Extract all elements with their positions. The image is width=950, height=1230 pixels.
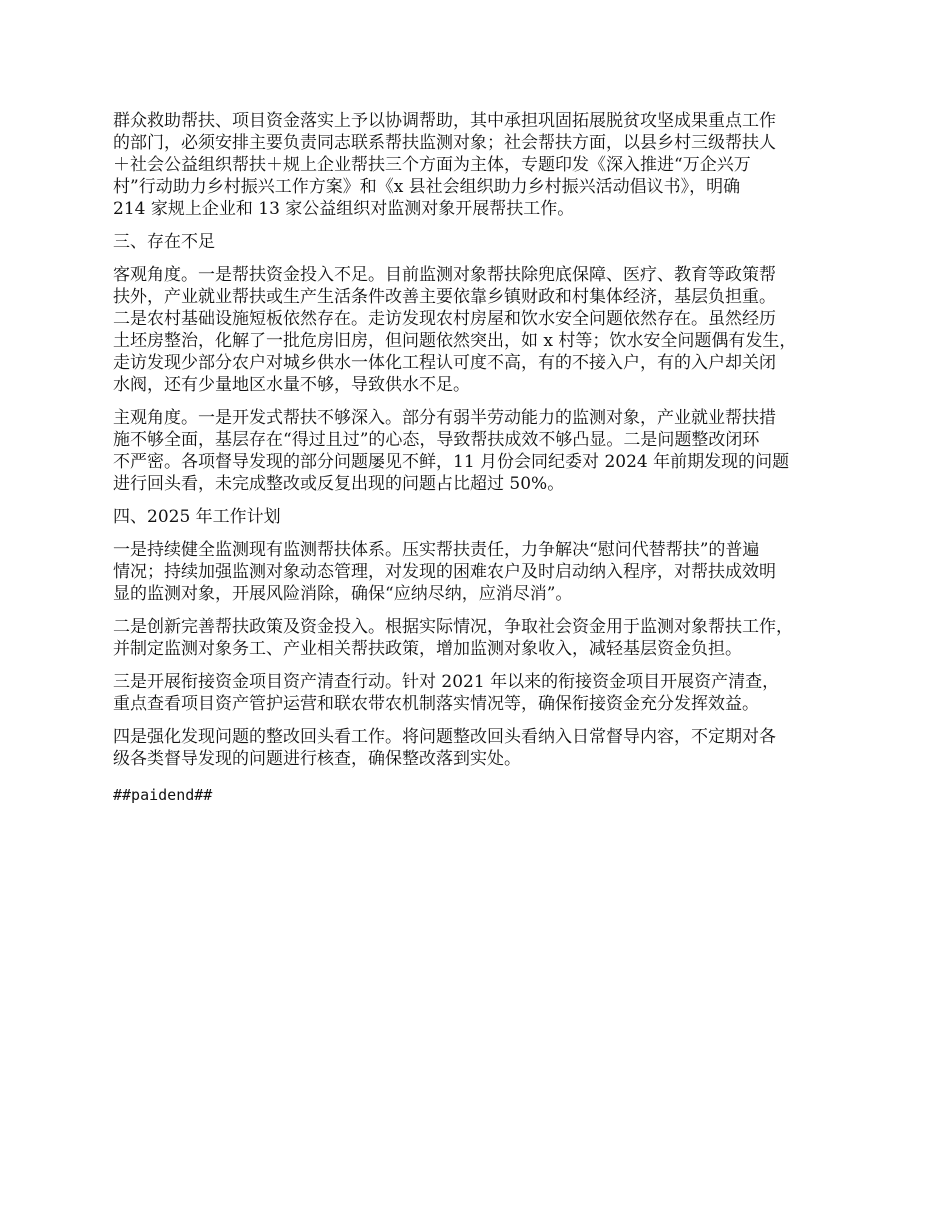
end-marker: ##paidend## xyxy=(113,786,213,804)
paragraph-plan-item-1: 一是持续健全监测现有监测帮扶体系。压实帮扶责任，力争解决“慰问代替帮扶”的普遍 情况；持续加强监测对象动态管理，对发现的困难农户及时启动纳入程序，对帮扶成效明 显的监测对象，开展风险消除，确保“应纳尽纳，应消尽消”。 xyxy=(113,540,776,604)
document-page xyxy=(113,110,858,806)
paragraph-objective-issues: 客观角度。一是帮扶资金投入不足。目前监测对象帮扶除兜底保障、医疗、教育等政策帮 扶外，产业就业帮扶或生产生活条件改善主要依靠乡镇财政和村集体经济，基层负担重。 二是农村基础设施短板依然存在。走访发现农村房屋和饮水安全问题依然存在。虽然经历 土坯房整治，化解了一批危房旧房，但问题依然突出，如 x 村等；饮水安全问题偶有发生， 走访发现少部分农户对城乡供水一体化工程认可度不高，有的不接入户，有的入户却关闭 水阀，还有少量地区水量不够，导致供水不足。 xyxy=(113,265,797,395)
paragraph-plan-item-4: 四是强化发现问题的整改回头看工作。将问题整改回头看纳入日常督导内容，不定期对各 级各类督导发现的问题进行核查，确保整改落到实处。 xyxy=(113,727,776,769)
paragraph-plan-item-2: 二是创新完善帮扶政策及资金投入。根据实际情况，争取社会资金用于监测对象帮扶工作， 并制定监测对象务工、产业相关帮扶政策，增加监测对象收入，减轻基层资金负担。 xyxy=(113,617,793,659)
paragraph-support-measures: 群众救助帮扶、项目资金落实上予以协调帮助，其中承担巩固拓展脱贫攻坚成果重点工作 的部门，必须安排主要负责同志联系帮扶监测对象；社会帮扶方面，以县乡村三级帮扶人 ＋社会公益组织帮扶＋规上企业帮扶三个方面为主体，专题印发《深入推进“万企兴万 村”行动助力乡村振兴工作方案》和《x 县社会组织助力乡村振兴活动倡议书》，明确 214 家规上企业和 13 家公益组织对监测对象开展帮扶工作。 xyxy=(113,111,776,219)
section-heading-shortcomings: 三、存在不足 xyxy=(113,232,215,252)
paragraph-subjective-issues: 主观角度。一是开发式帮扶不够深入。部分有弱半劳动能力的监测对象，产业就业帮扶措 施不够全面，基层存在“得过且过”的心态，导致帮扶成效不够凸显。二是问题整改闭环 不严密。各项督导发现的部分问题屡见不鲜，11 月份会同纪委对 2024 年前期发现的问题 进行回头看，未完成整改或反复出现的问题占比超过 50%。 xyxy=(113,408,790,494)
paragraph-plan-item-3: 三是开展衔接资金项目资产清查行动。针对 2021 年以来的衔接资金项目开展资产清查， 重点查看项目资产管护运营和联农带农机制落实情况等，确保衔接资金充分发挥效益。 xyxy=(113,672,780,714)
section-heading-work-plan: 四、2025 年工作计划 xyxy=(113,507,281,527)
